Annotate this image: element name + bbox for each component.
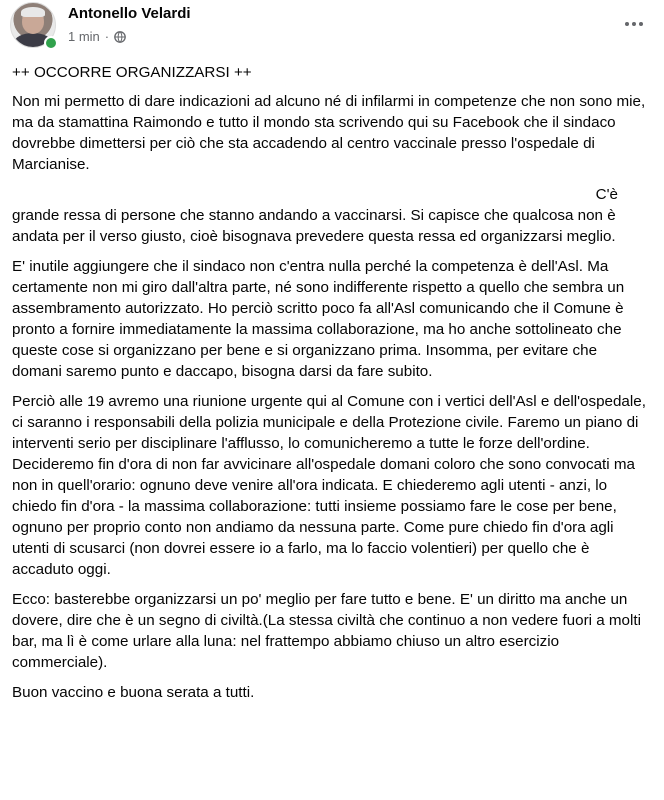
post-paragraph: Ecco: basterebbe organizzarsi un po' meglio per fare tutto e bene. E' un diritto ma anche un dovere, dire che è un segno di civiltà.(La stessa civiltà che continuo a non vedere fuori a molti bar, ma lì è come urlare alla luna: nel frattempo abbiamo chiuso un altro esercizio commerciale). xyxy=(12,591,646,671)
post-paragraph: Buon vaccino e buona serata a tutti. xyxy=(12,684,255,701)
globe-icon[interactable] xyxy=(114,31,126,43)
author-avatar[interactable] xyxy=(10,2,56,48)
post-title: ++ OCCORRE ORGANIZZARSI ++ xyxy=(12,64,252,81)
post-paragraph: Perciò alle 19 avremo una riunione urgente qui al Comune con i vertici dell'Asl e dell'ospedale, ci saranno i responsabili della polizia municipale e della Protezione civile. Faremo un piano di interventi serio per disciplinare l'afflusso, lo comunicheremo a tutte le forze dell'ordine. Decideremo fin d'ora di non far avvicinare all'ospedale domani coloro che sono convocati ma non in quell'orario: ognuno deve venire all'ora indicata. E chiederemo agli utenti - anzi, lo chiedo fin d'ora - la massima collaborazione: tutti insieme possiamo fare le cose per bene, ognuno per proprio conto non andiamo da nessuna parte. Come pure chiedo fin d'ora agli utenti di scusarci (non dovrei essere io a farlo, ma lo faccio volentieri) per quello che è accaduto oggi. xyxy=(12,393,651,578)
meta-separator: · xyxy=(104,29,110,44)
author-name-link[interactable]: Antonello Velardi xyxy=(68,5,191,22)
post-body xyxy=(12,62,651,712)
post-paragraph: E' inutile aggiungere che il sindaco non c'entra nulla perché la competenza è dell'Asl. Ma certamente non mi giro dall'altra parte, né sono indifferente rispetto a quello che sembra un assembramento autorizzato. Ho perciò scritto poco fa all'Asl comunicando che il Comune è pronto a fornire immediatamente la massima collaborazione, ma ho anche sottolineato che queste cose si organizzano per bene e si organizzano prima. Insomma, per evitare che domani saremo punto e daccapo, bisogna darsi da fare subito. xyxy=(12,258,629,380)
online-status-icon xyxy=(44,36,58,50)
post-meta xyxy=(68,29,126,44)
more-options-icon[interactable] xyxy=(622,14,646,34)
post-paragraph: Non mi permetto di dare indicazioni ad alcuno né di infilarmi in competenze che non sono mie, ma da stamattina Raimondo e tutto il mondo sta scrivendo qui su Facebook che il sindaco dovrebbe dimettersi per ciò che sta accadendo al centro vaccinale presso l'ospedale di Marcianise. xyxy=(12,93,650,173)
post-time-link[interactable]: 1 min xyxy=(68,29,100,44)
post-paragraph: grande ressa di persone che stanno andando a vaccinarsi. Si capisce che qualcosa non è andata per il verso giusto, cioè bisognava prevedere questa ressa ed organizzarsi meglio. xyxy=(12,207,620,245)
post-header xyxy=(10,2,654,58)
post-paragraph: C'è xyxy=(595,186,618,203)
